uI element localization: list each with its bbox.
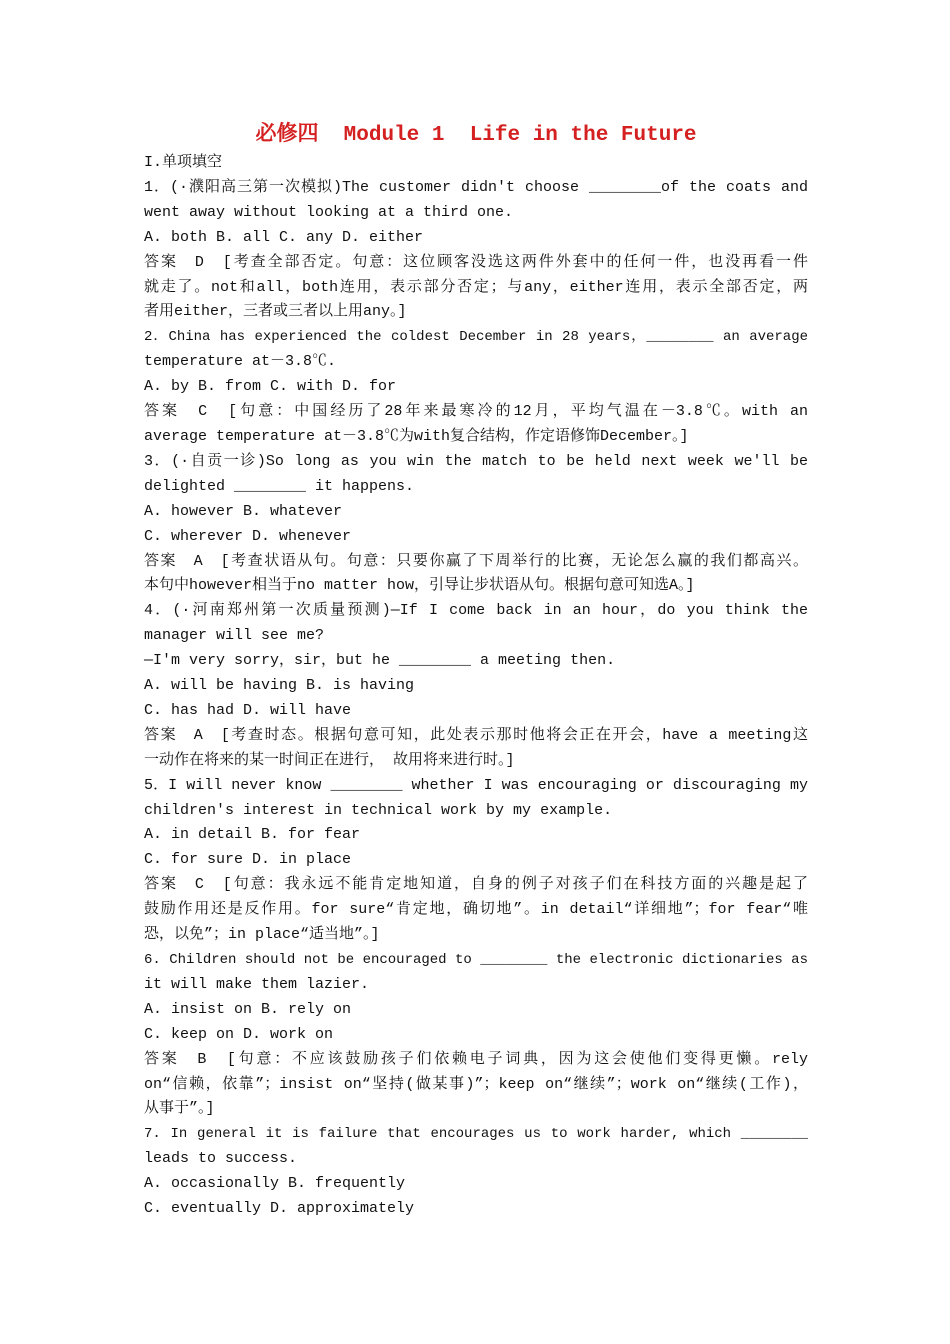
text-line: 答案 C [句意：中国经历了28年来最寒冷的12月，平均气温在－3.8℃。with an: [144, 403, 808, 421]
text-line: 者用either，三者或三者以上用any。]: [144, 303, 407, 321]
text-line: manager will see me?: [144, 627, 325, 645]
text-line: 3．(·自贡一诊)So long as you win the match to be held next week we'll be: [144, 452, 808, 470]
text-line: 4．(·河南郑州第一次质量预测)—If I come back in an hour，do you think the: [144, 602, 808, 620]
text-line: 7. In general it is failure that encourages us to work harder, which ________: [144, 1126, 808, 1143]
text-line: 鼓励作用还是反作用。for sure“肯定地，确切地”。in detail“详细地”；for fear“唯: [144, 901, 808, 919]
text-line: on“信赖，依靠”；insist on“坚持(做某事)”；keep on“继续”；work on“继续(工作)，: [144, 1075, 808, 1093]
text-line: C. keep on D. work on: [144, 1025, 334, 1043]
text-line: went away without looking at a third one.: [144, 203, 514, 221]
text-line: 答案 B [句意：不应该鼓励孩子们依赖电子词典，因为这会使他们变得更懒。rely: [144, 1050, 808, 1068]
text-line: temperature at－3.8℃.: [144, 353, 337, 371]
text-line: A. however B. whatever: [144, 502, 343, 520]
text-line: it will make them lazier.: [144, 975, 370, 993]
text-line: 从事于”。]: [144, 1100, 215, 1118]
text-line: 答案 A [考查时态。根据句意可知，此处表示那时他将会正在开会，have a meeting这: [144, 726, 808, 744]
text-line: C. for sure D. in place: [144, 851, 352, 869]
page-title: 必修四 Module 1 Life in the Future: [255, 124, 697, 147]
text-line: 答案 D [考查全部否定。句意：这位顾客没选这两件外套中的任何一件，也没再看一件: [144, 253, 808, 271]
text-line: A. both B. all C. any D. either: [144, 228, 424, 246]
text-line: C. wherever D. whenever: [144, 527, 352, 545]
text-line: 答案 C [句意：我永远不能肯定地知道，自身的例子对孩子们在科技方面的兴趣是起了: [144, 876, 808, 894]
text-line: I.单项填空: [144, 154, 223, 171]
text-line: children's interest in technical work by my example.: [144, 801, 613, 819]
text-line: A. insist on B. rely on: [144, 1000, 352, 1018]
text-line: A. by B. from C. with D. for: [144, 378, 397, 396]
text-line: A. in detail B. for fear: [144, 826, 361, 844]
document-body: [144, 151, 808, 1222]
text-line: delighted ________ it happens.: [144, 477, 415, 495]
text-line: 一动作在将来的某一时间正在进行， 故用将来进行时。]: [144, 751, 515, 769]
text-line: —I'm very sorry，sir，but he ________ a meeting then.: [144, 652, 616, 670]
text-line: C. has had D. will have: [144, 701, 352, 719]
text-line: 就走了。not和all，both连用，表示部分否定；与any，either连用，表示全部否定，两: [144, 278, 808, 296]
text-line: 1．(·濮阳高三第一次模拟)The customer didn't choose ________of the coats and: [144, 178, 808, 196]
text-line: A. will be having B. is having: [144, 677, 415, 695]
text-line: 6. Children should not be encouraged to ________ the electronic dictionaries as: [144, 952, 808, 968]
text-line: average temperature at－3.8℃为with复合结构，作定语修饰December。]: [144, 427, 689, 445]
text-line: C. eventually D. approximately: [144, 1200, 415, 1218]
text-line: 2．China has experienced the coldest December in 28 years，________ an average: [144, 329, 808, 346]
text-line: A. occasionally B. frequently: [144, 1175, 406, 1193]
text-line: 本句中however相当于no matter how，引导让步状语从句。根据句意可知选A。]: [144, 577, 695, 595]
text-line: 5．I will never know ________ whether I was encouraging or discouraging my: [144, 776, 808, 794]
text-line: leads to success.: [144, 1150, 298, 1168]
text-line: 答案 A [考查状语从句。句意：只要你赢了下周举行的比赛，无论怎么赢的我们都高兴。: [144, 552, 808, 570]
text-line: 恐，以免”；in place“适当地”。]: [144, 926, 380, 944]
